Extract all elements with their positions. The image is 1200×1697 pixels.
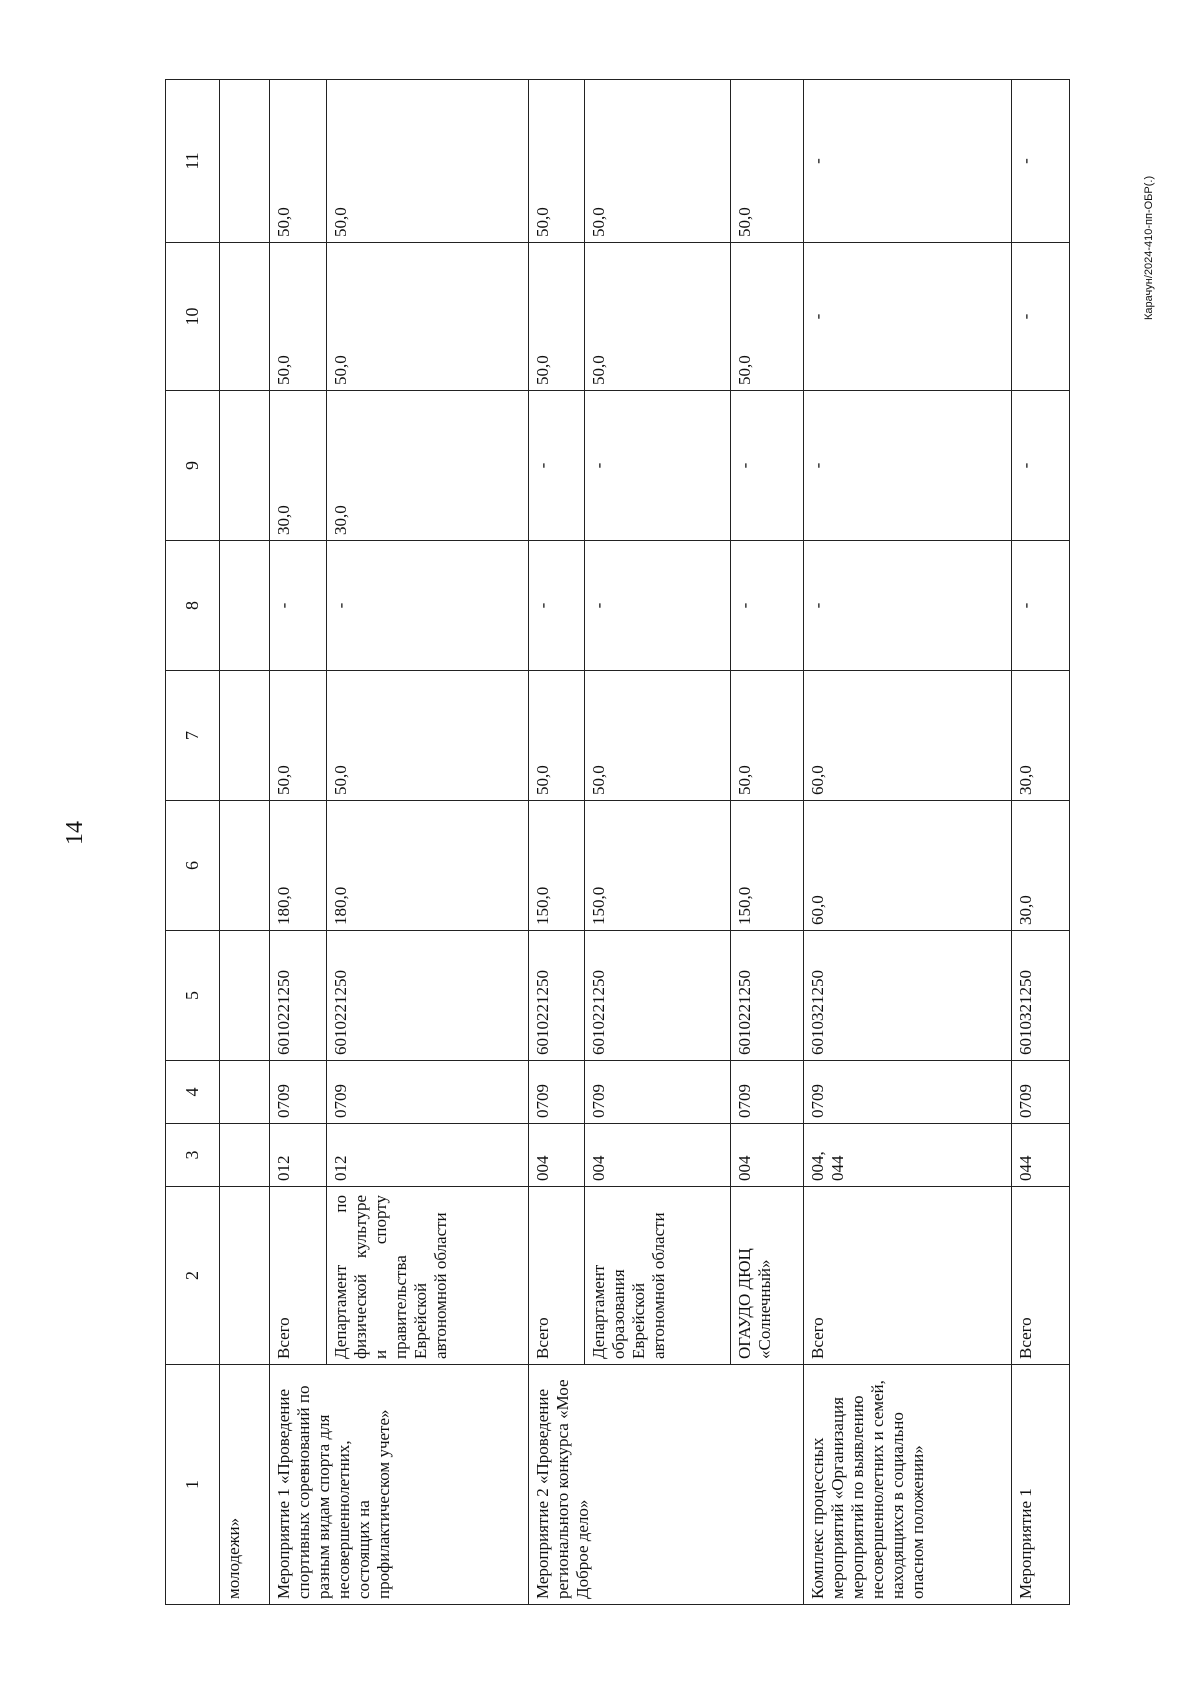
cell-c4: 0709 xyxy=(270,1061,326,1124)
cell-c6: 180,0 xyxy=(326,801,528,931)
cell-c6: 180,0 xyxy=(270,801,326,931)
cell-c4: 0709 xyxy=(326,1061,528,1124)
cell-c11: - xyxy=(1011,80,1069,243)
header-cell: 7 xyxy=(166,671,220,801)
cell-c9: - xyxy=(1011,391,1069,541)
table-row xyxy=(528,80,584,1605)
cell-c7: 50,0 xyxy=(528,671,584,801)
table-header-row xyxy=(166,80,220,1605)
cell-event-name: Мероприятие 1 «Проведение спортивных соревнований по разным видам спорта для несовершеннолетних, состоящих на профилактическом учете» xyxy=(270,1365,528,1605)
cell-c10: 50,0 xyxy=(326,243,528,391)
cell-c5: 6010321250 xyxy=(803,931,1011,1061)
cell-c9: 30,0 xyxy=(326,391,528,541)
cell-c9: - xyxy=(584,391,730,541)
cell-c11: 50,0 xyxy=(326,80,528,243)
header-cell: 10 xyxy=(166,243,220,391)
cell-c2: Департамент по физической культуре и спорту правительства Еврейской автономной области xyxy=(326,1187,528,1365)
cell-c2: ОГАУДО ДЮЦ «Солнечный» xyxy=(730,1187,803,1365)
cell-c3: 004, 044 xyxy=(803,1124,1011,1187)
cell-c3: 004 xyxy=(730,1124,803,1187)
header-cell: 9 xyxy=(166,391,220,541)
cell-c11: 50,0 xyxy=(584,80,730,243)
cell-c8: - xyxy=(1011,541,1069,671)
cell-event-name: Мероприятие 1 xyxy=(1011,1365,1069,1605)
table-row-continuation xyxy=(219,80,270,1605)
cell-c11: 50,0 xyxy=(270,80,326,243)
cell-c3: 004 xyxy=(528,1124,584,1187)
cell-c8: - xyxy=(584,541,730,671)
header-cell: 11 xyxy=(166,80,220,243)
cell-c10: - xyxy=(1011,243,1069,391)
cell-c9: - xyxy=(528,391,584,541)
cell-c7: 50,0 xyxy=(584,671,730,801)
cell-c2: Департамент образования Еврейской автономной области xyxy=(584,1187,730,1365)
cell-c2: Всего xyxy=(1011,1187,1069,1365)
header-cell: 5 xyxy=(166,931,220,1061)
cell-c2: Всего xyxy=(803,1187,1011,1365)
cell-c4: 0709 xyxy=(803,1061,1011,1124)
cell-c7: 60,0 xyxy=(803,671,1011,801)
footer-code: Карачун/2024-410-пп-ОБР(.) xyxy=(1143,175,1155,320)
cell-c6: 150,0 xyxy=(584,801,730,931)
cell-c6: 150,0 xyxy=(730,801,803,931)
header-cell: 2 xyxy=(166,1187,220,1365)
rotated-table-container xyxy=(165,80,1070,1605)
cell-c8: - xyxy=(528,541,584,671)
cell-c5: 6010321250 xyxy=(1011,931,1069,1061)
cell-c6: 30,0 xyxy=(1011,801,1069,931)
header-cell: 1 xyxy=(166,1365,220,1605)
header-cell: 6 xyxy=(166,801,220,931)
cell-c4: 0709 xyxy=(1011,1061,1069,1124)
cell-c9: - xyxy=(803,391,1011,541)
cell-c4: 0709 xyxy=(730,1061,803,1124)
header-cell: 3 xyxy=(166,1124,220,1187)
cell-c7: 30,0 xyxy=(1011,671,1069,801)
cell-c7: 50,0 xyxy=(270,671,326,801)
cell-c3: 004 xyxy=(584,1124,730,1187)
cell-c8: - xyxy=(326,541,528,671)
table-row xyxy=(1011,80,1069,1605)
cell-c3: 012 xyxy=(326,1124,528,1187)
cell-c8: - xyxy=(803,541,1011,671)
cell-c2: Всего xyxy=(528,1187,584,1365)
cell-c10: 50,0 xyxy=(730,243,803,391)
cell-c3: 012 xyxy=(270,1124,326,1187)
cell-c11: - xyxy=(803,80,1011,243)
cell-c5: 6010221250 xyxy=(730,931,803,1061)
cell-c10: 50,0 xyxy=(584,243,730,391)
cell-c9: - xyxy=(730,391,803,541)
table-row xyxy=(270,80,326,1605)
cell-c10: 50,0 xyxy=(528,243,584,391)
cell-c8: - xyxy=(270,541,326,671)
page-number: 14 xyxy=(62,821,88,845)
cell-c4: 0709 xyxy=(528,1061,584,1124)
cell-c4: 0709 xyxy=(584,1061,730,1124)
cell-c6: 150,0 xyxy=(528,801,584,931)
cell-c1: молодежи» xyxy=(219,1365,270,1605)
cell-c8: - xyxy=(730,541,803,671)
cell-c11: 50,0 xyxy=(730,80,803,243)
cell-c10: - xyxy=(803,243,1011,391)
cell-c5: 6010221250 xyxy=(270,931,326,1061)
cell-c7: 50,0 xyxy=(326,671,528,801)
budget-table xyxy=(165,79,1070,1605)
header-cell: 8 xyxy=(166,541,220,671)
cell-c5: 6010221250 xyxy=(326,931,528,1061)
cell-event-name: Мероприятие 2 «Проведение регионального конкурса «Мое Доброе дело» xyxy=(528,1365,803,1605)
cell-c11: 50,0 xyxy=(528,80,584,243)
header-cell: 4 xyxy=(166,1061,220,1124)
table-row xyxy=(803,80,1011,1605)
cell-c5: 6010221250 xyxy=(528,931,584,1061)
cell-event-name: Комплекс процессных мероприятий «Организация мероприятий по выявлению несовершеннолетних и семей, находящихся в социально опасном положении» xyxy=(803,1365,1011,1605)
cell-c6: 60,0 xyxy=(803,801,1011,931)
cell-c9: 30,0 xyxy=(270,391,326,541)
cell-c3: 044 xyxy=(1011,1124,1069,1187)
cell-c5: 6010221250 xyxy=(584,931,730,1061)
cell-c7: 50,0 xyxy=(730,671,803,801)
cell-c10: 50,0 xyxy=(270,243,326,391)
cell-c2: Всего xyxy=(270,1187,326,1365)
